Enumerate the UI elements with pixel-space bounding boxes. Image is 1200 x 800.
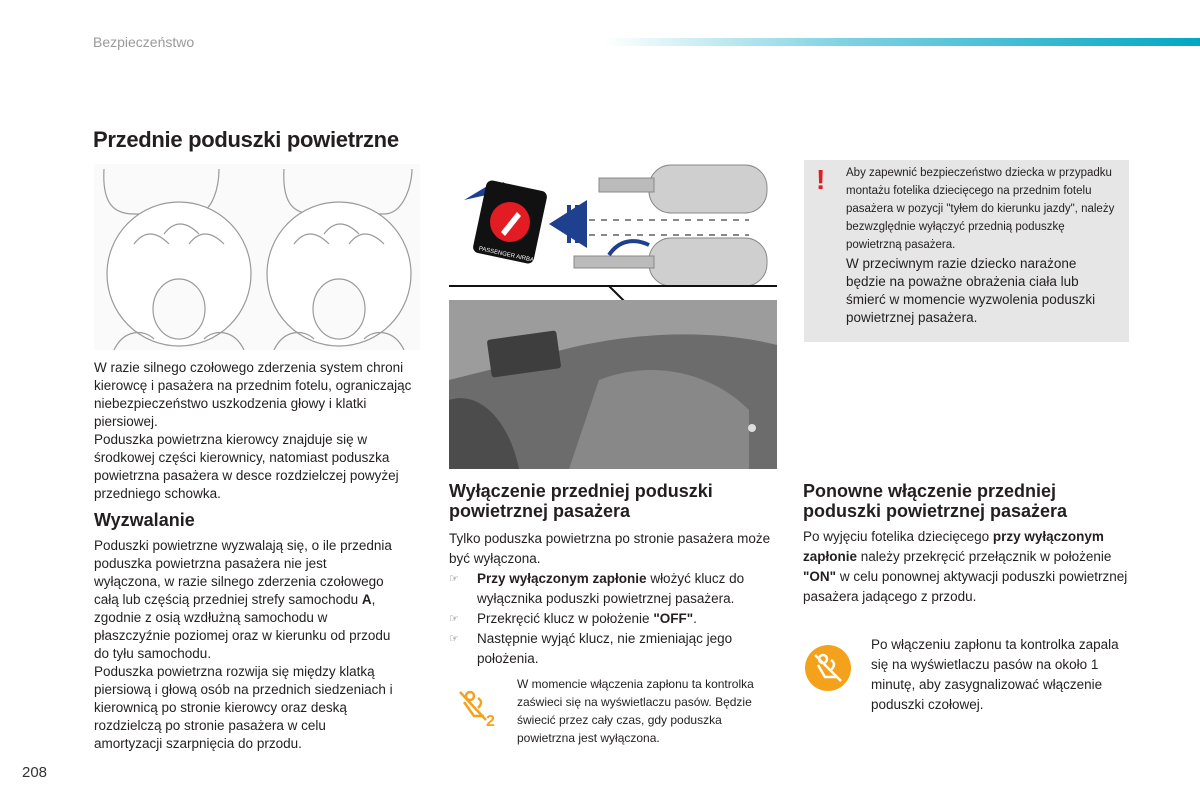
airbag-drawing [94, 164, 420, 350]
page-number: 208 [22, 764, 48, 781]
warning-small-text: Aby zapewnić bezpieczeństwo dziecka w przypadku montażu fotelika dziecięcego na przednim fotelu pasażera w pozycji "tyłem do kierunku jazdy", należy bezwzględnie wyłączyć przednią poduszkę powietrzną pasażera. [846, 167, 1115, 251]
airbag-switch-figure [449, 160, 777, 469]
deactivate-note: W momencie włączenia zapłonu ta kontrolka zaświeci się na wyświetlaczu pasów. Będzie świecić przez cały czas, gdy poduszka powietrzna jest wyłączona. [517, 677, 754, 745]
wyzwalanie-text [94, 537, 394, 753]
header-accent-bar [605, 38, 1200, 46]
wyzwalanie-heading: Wyzwalanie [94, 510, 195, 530]
switch-label: PASSENGER AIRBAG [478, 246, 539, 265]
deactivate-steps [449, 569, 779, 669]
page-title: Przednie poduszki powietrzne [93, 127, 399, 152]
deactivate-heading: Wyłączenie przedniej poduszki powietrznej pasażera [449, 481, 713, 521]
list-item: ☞ Przy wyłączonym zapłonie włożyć klucz do wyłącznika poduszki powietrznej pasażera. [449, 571, 745, 606]
wyzwalanie-paragraph-1: Poduszki powietrzne wyzwalają się, o ile przednia poduszka powietrzna pasażera nie jest wyłączona, w razie silnego zderzenia czołowego całą lub częścią przedniej strefy samochodu A, zgodnie z osią wzdłużną samochodu w płaszczyźnie poziomej oraz w kierunku od przodu do tyłu samochodu. [94, 538, 392, 661]
deactivate-text [449, 529, 779, 669]
hand-pointer-icon: ☞ [449, 613, 459, 625]
hand-pointer-icon: ☞ [449, 633, 459, 645]
airbag-on-indicator-icon [805, 645, 851, 691]
airbag-illustration [94, 164, 420, 350]
intro-paragraph-1: W razie silnego czołowego zderzenia system chroni kierowcę i pasażera na przednim fotelu, ograniczając niebezpieczeństwo uszkodzenia głowy i klatki piersiowej. [94, 360, 412, 429]
list-item: ☞ Przekręcić klucz w położenie "OFF". [449, 609, 779, 629]
deactivate-intro: Tylko poduszka powietrzna po stronie pasażera może być wyłączona. [449, 531, 771, 566]
svg-text:2: 2 [486, 713, 495, 728]
switch-and-dashboard-drawing [449, 160, 777, 469]
reactivate-note: Po włączeniu zapłonu ta kontrolka zapala się na wyświetlaczu pasów na około 1 minutę, aby zasygnalizować włączenie poduszki czołowej. [871, 637, 1119, 712]
exclamation-icon: ! [816, 164, 826, 195]
wyzwalanie-paragraph-2: Poduszka powietrzna rozwija się między klatką piersiową i głową osób na przednich siedzeniach i kierownicą po stronie kierowcy oraz deską rozdzielczą po stronie pasażera w celu amortyzacji szarpnięcia do przodu. [94, 664, 393, 751]
hand-pointer-icon: ☞ [449, 573, 459, 585]
reactivate-heading: Ponowne włączenie przedniej poduszki powietrznej pasażera [803, 481, 1068, 521]
airbag-off-indicator-icon [456, 688, 502, 728]
warning-box [804, 160, 1129, 342]
intro-paragraph-2: Poduszka powietrzna kierowcy znajduje się w środkowej części kierownicy, natomiast poduszka powietrzna pasażera w desce rozdzielczej powyżej przedniego schowka. [94, 432, 399, 501]
list-item: ☞ Następnie wyjąć klucz, nie zmieniając jego położenia. [449, 631, 733, 666]
reactivate-text: Po wyjęciu fotelika dziecięcego przy wyłączonym zapłonie należy przekręcić przełącznik w położenie "ON" w celu ponownej aktywacji poduszki powietrznej pasażera jadącego z przodu. [803, 529, 1128, 604]
section-label: Bezpieczeństwo [93, 34, 195, 50]
intro-text [94, 359, 424, 503]
warning-large-text: W przeciwnym razie dziecko narażone będzie na poważne obrażenia ciała lub śmierć w momencie wyzwolenia poduszki powietrznej pasażera. [846, 256, 1096, 325]
